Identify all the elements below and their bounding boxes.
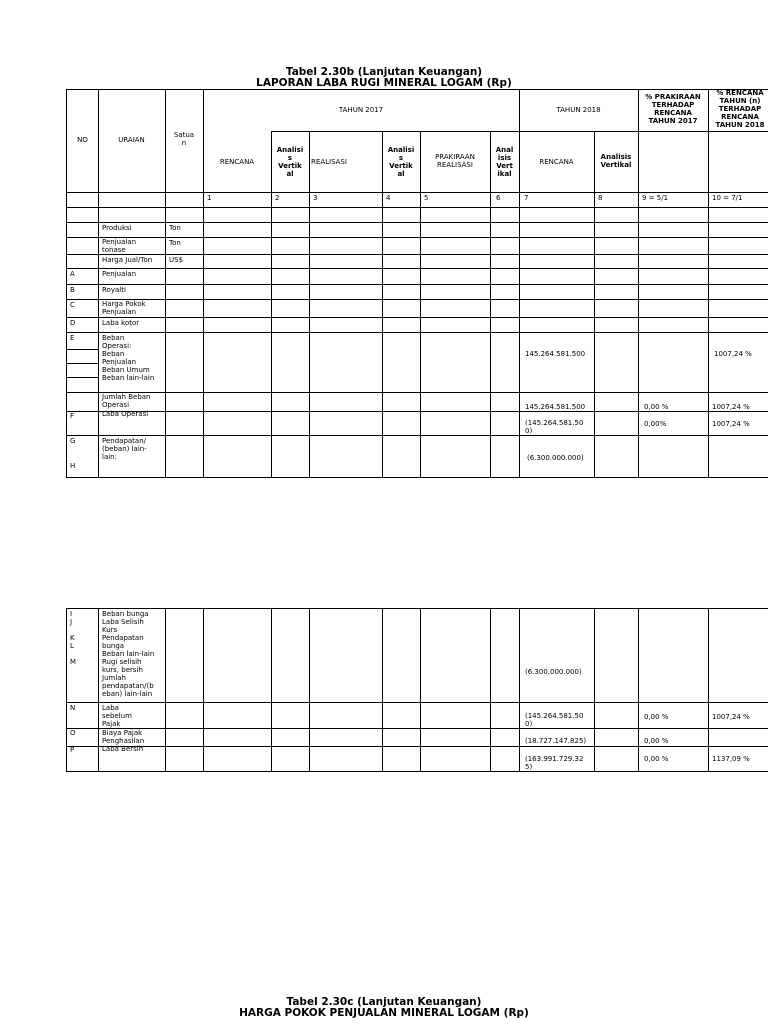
header-analisis-vertikal-1: Analisi s Vertik al — [276, 146, 304, 178]
row-o-label: Biaya Pajak Penghasilan — [102, 729, 145, 745]
row-n-pct10: 1007,24 % — [712, 713, 750, 721]
row-ijklm-no: I J K L M — [70, 610, 77, 666]
row-ijklm-label: Beban bunga Laba Selisih Kurs Pendapatan bunga Beban lain-lain Rugi selisih kurs, bersih Jumlah pendapatan/(b eban) lain-lain — [102, 610, 155, 698]
colnum-4: 4 — [386, 194, 391, 202]
row-d-no: D — [70, 319, 76, 327]
row-o-pct9: 0,00 % — [644, 737, 669, 745]
row-b-no: B — [70, 286, 75, 294]
row-f-label: Laba Operasi — [102, 410, 149, 418]
row-f-pct9: 0,00% — [644, 420, 667, 428]
row-d-label: Laba kotor — [102, 319, 140, 327]
colnum-7: 7 — [524, 194, 529, 202]
row-c-no: C — [70, 301, 75, 309]
header-rencana-2018: RENCANA — [539, 158, 574, 166]
row-a-label: Penjualan — [102, 270, 137, 278]
row-penjualan-tonase-satuan: Ton — [169, 239, 181, 247]
colnum-10: 10 = 7/1 — [712, 194, 743, 202]
row-n-no: N — [70, 704, 76, 712]
row-p-label: Laba Bersih — [102, 745, 144, 753]
row-n-pct9: 0,00 % — [644, 713, 669, 721]
table-subtitle-1: LAPORAN LABA RUGI MINERAL LOGAM (Rp) — [256, 77, 512, 89]
row-jumlah-pct9: 0,00 % — [644, 403, 669, 411]
row-n-label: Laba sebelum Pajak — [102, 704, 132, 728]
colnum-6: 6 — [496, 194, 501, 202]
header-pct-rencana-n: % RENCANA TAHUN (n) TERHADAP RENCANA TAHUN 2018 — [715, 89, 765, 129]
colnum-5: 5 — [424, 194, 429, 202]
row-g-rencana: (6.300.000.000) — [527, 454, 584, 462]
row-a-no: A — [70, 270, 75, 278]
table-subtitle-2: HARGA POKOK PENJUALAN MINERAL LOGAM (Rp) — [239, 1007, 529, 1019]
row-c-label: Harga Pokok Penjualan — [102, 300, 146, 316]
header-analisis-vertikal-2: Analisi s Vertik al — [387, 146, 415, 178]
header-tahun-2017: TAHUN 2017 — [338, 106, 384, 114]
row-p-no: P — [70, 746, 75, 754]
row-jumlah-pct10: 1007,24 % — [712, 403, 750, 411]
row-p-rencana: (163.991.729.32 5) — [525, 755, 584, 771]
table-title-2: Tabel 2.30c (Lanjutan Keuangan) — [286, 996, 482, 1008]
row-e-rencana: 145.264.581.500 — [525, 350, 586, 358]
row-produksi-label: Produksi — [102, 224, 132, 232]
header-no: NO — [77, 136, 88, 144]
row-harga-jual-satuan: US$ — [169, 256, 184, 264]
colnum-1: 1 — [207, 194, 212, 202]
row-f-rencana: (145.264.581.50 0) — [525, 419, 584, 435]
header-rencana-2017: RENCANA — [219, 158, 255, 166]
header-satuan: Satua n — [173, 131, 195, 147]
row-f-no: F — [70, 412, 75, 420]
row-b-label: Royalti — [102, 286, 126, 294]
header-analisis-vertikal-4: Analisis Vertikal — [600, 153, 632, 169]
row-p-pct9: 0,00 % — [644, 755, 669, 763]
header-analisis-vertikal-3: Anal isis Vert ikal — [495, 146, 514, 178]
row-p-pct10: 1137,09 % — [712, 755, 750, 763]
colnum-2: 2 — [275, 194, 280, 202]
row-penjualan-tonase-label: Penjualan tonase — [102, 238, 137, 254]
table-title-1: Tabel 2.30b (Lanjutan Keuangan) — [285, 66, 483, 78]
colnum-8: 8 — [598, 194, 603, 202]
colnum-9: 9 = 5/1 — [642, 194, 669, 202]
header-tahun-2018: TAHUN 2018 — [556, 106, 601, 114]
row-g-label: Pendapatan/ (beban) lain- lain: — [102, 437, 147, 461]
row-ijklm-rencana: (6.300.000.000) — [525, 668, 582, 676]
colnum-3: 3 — [313, 194, 318, 202]
row-jumlah-rencana: 145.264.581.500 — [525, 403, 586, 411]
header-pct-prakiraan: % PRAKIRAAN TERHADAP RENCANA TAHUN 2017 — [645, 93, 701, 125]
row-o-rencana: (18.727.147.825) — [525, 737, 587, 745]
row-e-pct10: 1007,24 % — [714, 350, 752, 358]
header-realisasi: REALISASI — [311, 158, 347, 166]
row-produksi-satuan: Ton — [169, 224, 181, 232]
row-n-rencana: (145.264.581.50 0) — [525, 712, 584, 728]
row-jumlah-beban-label: Jumlah Beban Operasi — [102, 393, 151, 409]
row-g-no: G — [70, 437, 76, 445]
row-h-no: H — [70, 462, 76, 470]
header-uraian: URAIAN — [118, 136, 145, 144]
row-e-label: Beban Operasi: Beban Penjualan Beban Umum Beban lain-lain — [102, 334, 155, 382]
row-f-pct10: 1007,24 % — [712, 420, 750, 428]
row-harga-jual-label: Harga Jual/Ton — [102, 256, 153, 264]
row-o-no: O — [70, 729, 76, 737]
row-e-no: E — [70, 334, 75, 342]
header-prakiraan-realisasi: PRAKIRAAN REALISASI — [435, 153, 475, 169]
